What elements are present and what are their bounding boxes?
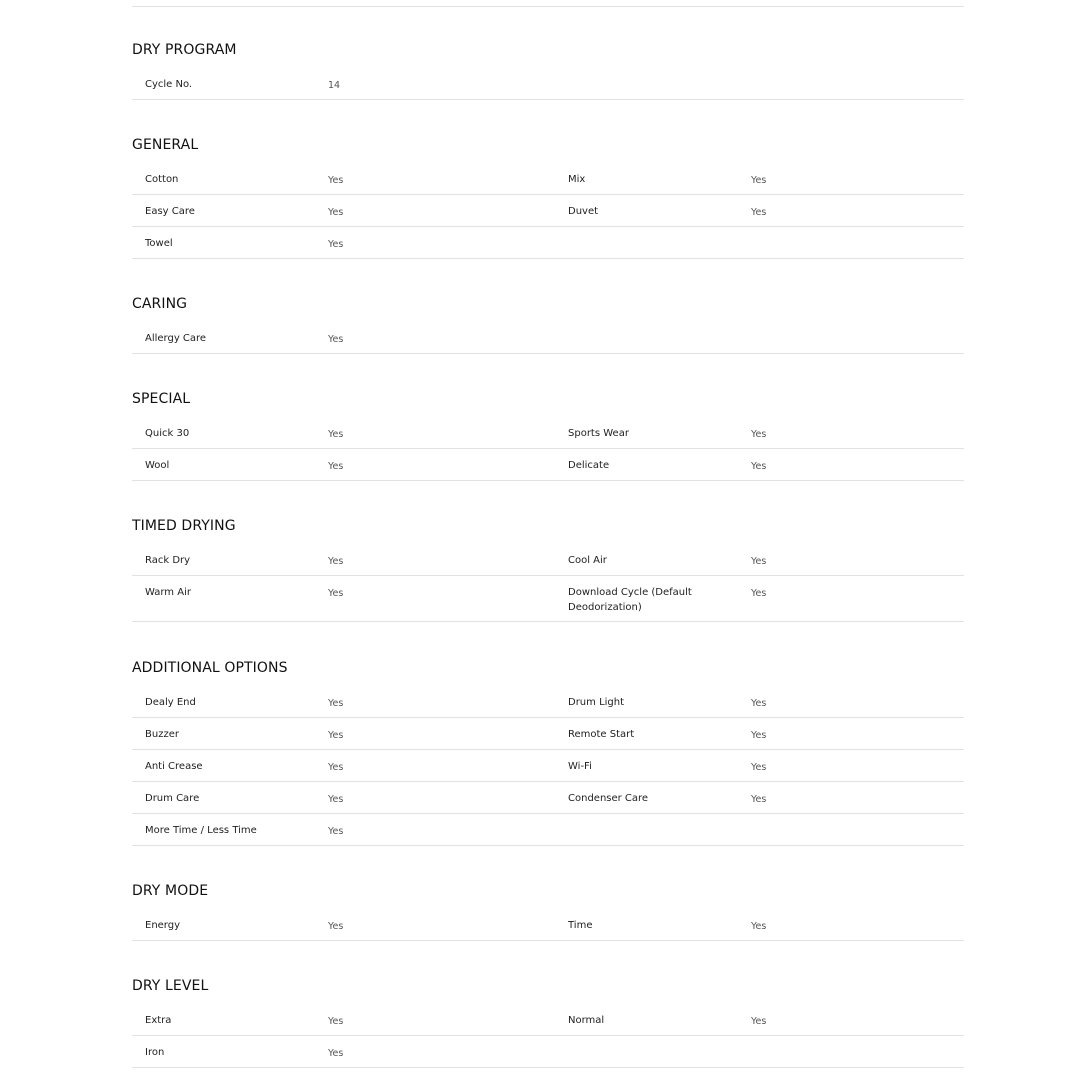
spec-label: Anti Crease (145, 761, 203, 772)
spec-label: Remote Start (568, 729, 635, 740)
spec-value: Yes (328, 794, 344, 805)
section-dry-program (132, 38, 964, 100)
spec-label: Warm Air (145, 587, 191, 598)
spec-value: Yes (751, 588, 767, 599)
spec-row (132, 163, 964, 195)
divider (132, 6, 964, 7)
section-additional-options (132, 656, 964, 846)
spec-label: Drum Light (568, 697, 625, 708)
spec-label: Rack Dry (145, 555, 191, 566)
spec-label: Easy Care (145, 206, 195, 217)
spec-row (132, 449, 964, 481)
section-caring (132, 292, 964, 354)
spec-label: Duvet (568, 206, 599, 217)
spec-row (132, 227, 964, 259)
spec-row (132, 686, 964, 718)
section-title: TIMED DRYING (132, 518, 236, 534)
section-title: GENERAL (132, 137, 199, 153)
section-dry-mode (132, 879, 964, 941)
spec-value: Yes (328, 207, 344, 218)
spec-value: Yes (328, 239, 344, 250)
spec-value: Yes (328, 556, 344, 567)
spec-row (132, 814, 964, 846)
spec-row (132, 750, 964, 782)
spec-row (132, 1004, 964, 1036)
spec-row (132, 1036, 964, 1068)
spec-label: Buzzer (145, 729, 179, 740)
section-title: DRY PROGRAM (132, 42, 237, 58)
spec-label: Condenser Care (568, 793, 649, 804)
spec-label: Cycle No. (145, 79, 193, 90)
spec-label: Download Cycle (Default Deodorization) (568, 587, 692, 613)
spec-value: Yes (751, 207, 767, 218)
spec-row (132, 544, 964, 576)
spec-row (132, 909, 964, 941)
spec-label: Extra (145, 1015, 172, 1026)
spec-value: Yes (751, 175, 767, 186)
spec-value: Yes (328, 1048, 344, 1059)
spec-label: Dealy End (145, 697, 196, 708)
spec-value: Yes (751, 762, 767, 773)
spec-value: Yes (328, 461, 344, 472)
section-title: DRY MODE (132, 883, 209, 899)
spec-label: Normal (568, 1015, 605, 1026)
spec-value: Yes (328, 698, 344, 709)
spec-label: Cool Air (568, 555, 607, 566)
spec-value: Yes (751, 556, 767, 567)
section-dry-level (132, 974, 964, 1068)
spec-label: Drum Care (145, 793, 200, 804)
spec-value: Yes (328, 730, 344, 741)
spec-value: Yes (328, 175, 344, 186)
spec-row (132, 576, 964, 622)
spec-value: Yes (328, 334, 344, 345)
spec-label: Delicate (568, 460, 610, 471)
spec-value: Yes (751, 1016, 767, 1027)
section-general (132, 133, 964, 259)
spec-label: Iron (145, 1047, 165, 1058)
spec-row (132, 718, 964, 750)
spec-row (132, 68, 964, 100)
spec-value: Yes (328, 429, 344, 440)
spec-label: Time (568, 920, 593, 931)
spec-label: More Time / Less Time (145, 825, 257, 836)
spec-value: Yes (751, 730, 767, 741)
section-title: CARING (132, 296, 188, 312)
section-title: SPECIAL (132, 391, 191, 407)
spec-value: Yes (328, 588, 344, 599)
section-title: ADDITIONAL OPTIONS (132, 660, 288, 676)
spec-row (132, 417, 964, 449)
spec-row (132, 782, 964, 814)
spec-label: Wool (145, 460, 170, 471)
spec-value: Yes (328, 762, 344, 773)
spec-label: Quick 30 (145, 428, 190, 439)
spec-row (132, 322, 964, 354)
section-title: DRY LEVEL (132, 978, 209, 994)
spec-value: Yes (328, 826, 344, 837)
spec-label: Wi-Fi (568, 761, 592, 772)
spec-value: Yes (328, 1016, 344, 1027)
spec-value: Yes (751, 698, 767, 709)
spec-label: Energy (145, 920, 181, 931)
spec-value: Yes (751, 461, 767, 472)
spec-value: Yes (751, 921, 767, 932)
spec-label: Mix (568, 174, 586, 185)
section-timed-drying (132, 514, 964, 622)
spec-label: Allergy Care (145, 333, 207, 344)
spec-value: Yes (751, 794, 767, 805)
spec-value: 14 (328, 80, 341, 91)
section-special (132, 387, 964, 481)
spec-value: Yes (328, 921, 344, 932)
spec-label: Cotton (145, 174, 179, 185)
spec-value: Yes (751, 429, 767, 440)
spec-label: Sports Wear (568, 428, 629, 439)
spec-label: Towel (145, 238, 173, 249)
spec-row (132, 195, 964, 227)
